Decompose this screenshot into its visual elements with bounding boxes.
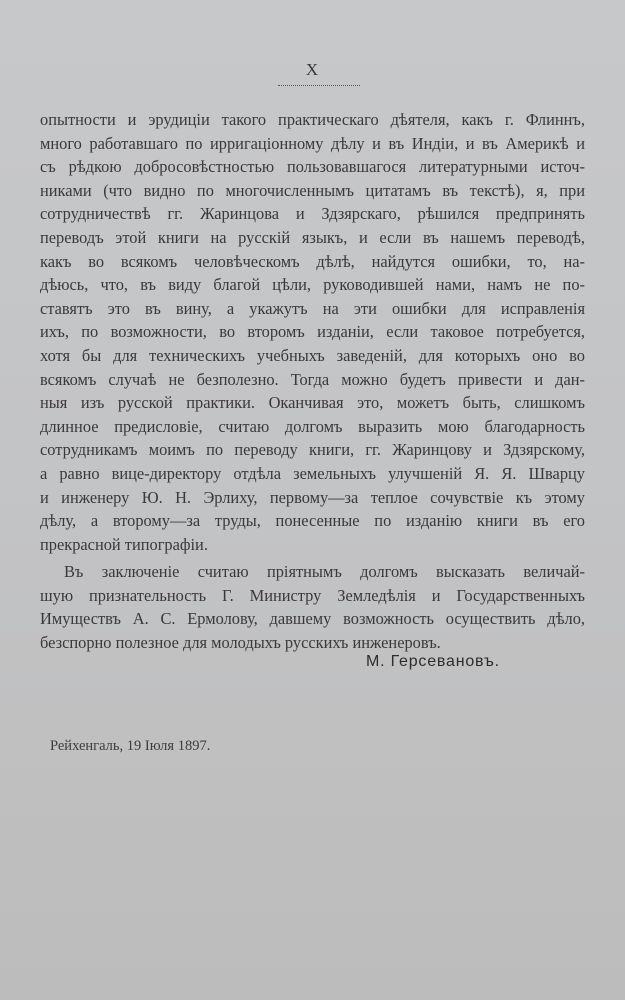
page-number-rule [278,85,360,86]
paragraph-2 [40,560,585,654]
text-line: съ рѣдкою добросовѣстностью пользовавшагося литературными источ- [40,157,585,177]
text-line: прекрасной типографіи. [40,534,208,554]
dateline: Рейхенгаль, 19 Іюля 1897. [50,738,211,754]
text-line: и инженеру Ю. Н. Эрлиху, первому—за теплое сочувствіе къ этому [40,487,585,507]
text-line: а равно вице-директору отдѣла земельныхъ улучшеній Я. Я. Шварцу [40,463,585,483]
text-line: опытности и эрудиціи такого практическаго дѣятеля, какъ г. Флиннъ, [40,110,585,129]
text-line: сотрудничествѣ гг. Жаринцова и Здзярскаго, рѣшился предпринять [40,204,585,224]
text-line: ихъ, по возможности, во второмъ изданіи, если таковое потребуется, [40,322,585,342]
text-line: никами (что видно по многочисленнымъ цитатамъ въ текстѣ), я, при [40,180,585,200]
text-line: безспорно полезное для молодыхъ русскихъ инженеровъ. [40,633,441,653]
text-line: дѣлу, а второму—за труды, понесенные по изданію книги въ его [40,511,585,531]
text-line: хотя бы для техническихъ учебныхъ заведеній, для которыхъ оно во [40,345,585,365]
text-line: ставятъ это въ вину, а укажутъ на эти ошибки для исправленія [40,298,585,318]
text-line: шую признательность Г. Министру Земледѣлія и Государственныхъ [40,585,585,605]
text-line: длинное предисловіе, считаю долгомъ выразить мою благодарность [40,416,585,436]
body-text [40,108,585,655]
text-line: переводъ этой книги на русскій языкъ, и если въ нашемъ переводѣ, [40,227,585,247]
paragraph-1 [40,108,585,556]
page-number: X [305,60,320,79]
text-line: всякомъ случаѣ не безполезно. Тогда можно будетъ привести и дан- [40,369,585,389]
author-signature: М. Герсевановъ. [366,653,500,670]
text-line: ныя изъ русской практики. Оканчивая это, можетъ быть, слишкомъ [40,393,585,413]
text-line: какъ во всякомъ человѣческомъ дѣлѣ, найдутся ошибки, то, на- [40,251,585,271]
text-line: дѣюсь, что, въ виду благой цѣли, руководившей нами, намъ не по- [40,275,585,295]
text-line: Имуществъ А. С. Ермолову, давшему возможность осуществить дѣло, [40,609,585,629]
text-line: Въ заключеніе считаю пріятнымъ долгомъ высказать величай- [64,562,585,582]
text-line: много работавшаго по ирригаціонному дѣлу и въ Индіи, и въ Америкѣ и [40,133,585,153]
text-line: сотрудникамъ моимъ по переводу книги, гг. Жаринцову и Здзярскому, [40,440,585,460]
